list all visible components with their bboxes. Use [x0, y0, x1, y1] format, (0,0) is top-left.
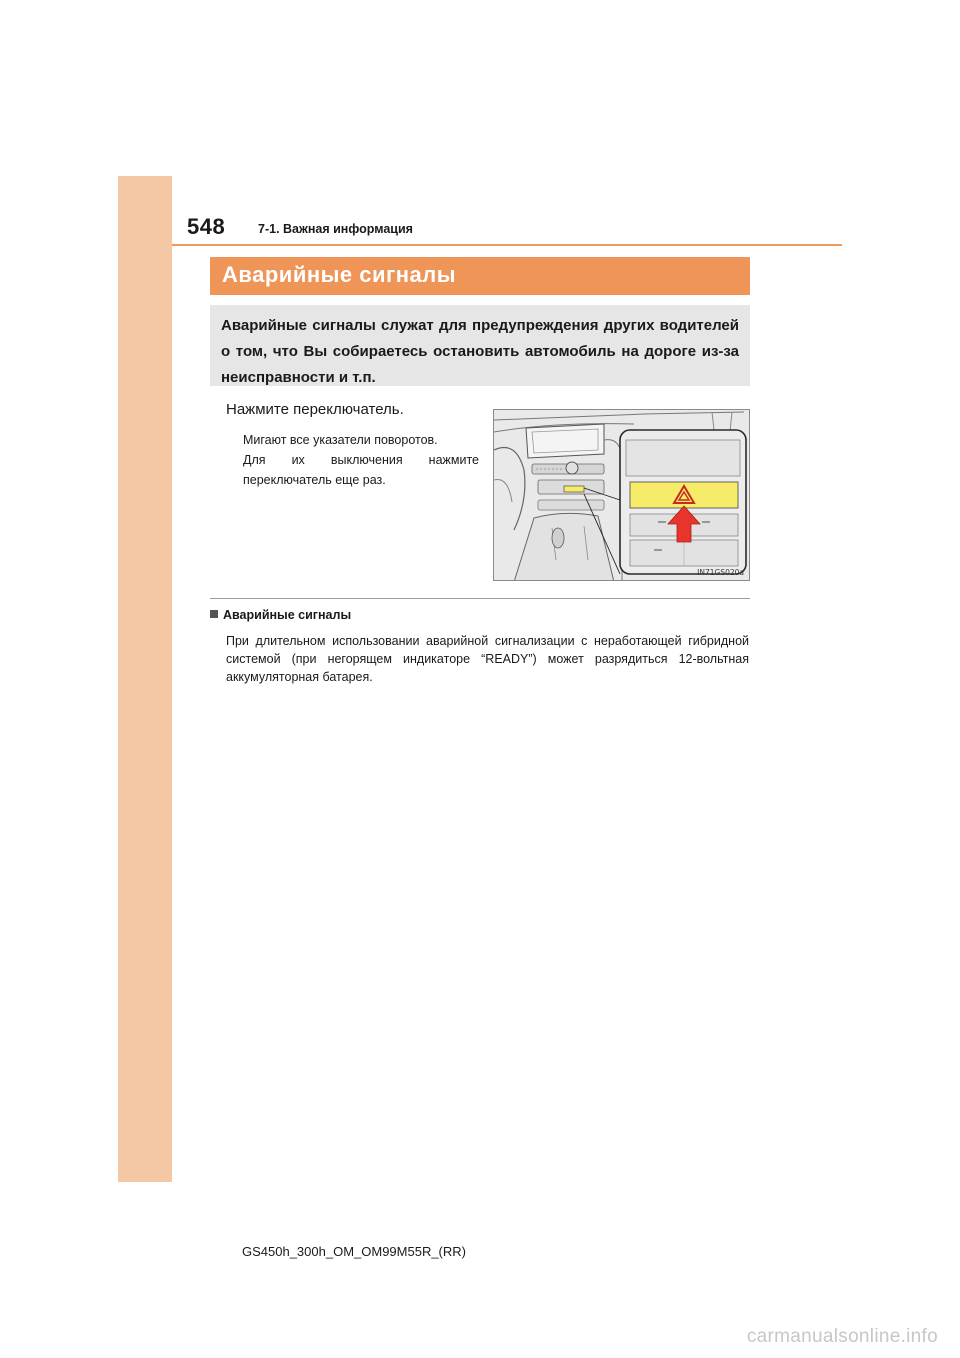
subsection-heading [210, 608, 351, 622]
watermark: carmanualsonline.info [746, 1326, 938, 1347]
intro-box [210, 305, 750, 386]
note-blinking: Мигают все указатели поворотов. [243, 433, 438, 447]
section-divider [210, 598, 750, 599]
subsection-heading-text: Аварийные сигналы [223, 608, 352, 622]
hazard-switch-illustration [493, 409, 750, 581]
step-notes [243, 430, 479, 490]
square-bullet-icon [210, 610, 218, 618]
subsection-body: При длительном использовании аварийной сигнализации с неработающей гибридной системой (при негорящем индикаторе “READY”) может разрядиться 12-вольтная аккумуляторная батарея. [226, 634, 749, 684]
step-instruction: Нажмите переключатель. [226, 401, 404, 418]
note-turn-off: Для их выключения нажмите переключатель еще раз. [243, 453, 479, 487]
side-color-band [118, 176, 172, 1182]
title-bar [210, 257, 750, 295]
figure-code: IN71GS020a [697, 568, 744, 577]
intro-text: Аварийные сигналы служат для предупреждения других водителей о том, что Вы собираетесь остановить автомобиль на дороге из-за неисправности и т.п. [221, 317, 739, 386]
page-title: Аварийные сигналы [222, 262, 456, 287]
page-number: 548 [187, 214, 226, 239]
header-rule [172, 244, 842, 246]
section-label: 7-1. Важная информация [258, 222, 413, 236]
footer-doc-code: GS450h_300h_OM_OM99M55R_(RR) [242, 1244, 466, 1259]
